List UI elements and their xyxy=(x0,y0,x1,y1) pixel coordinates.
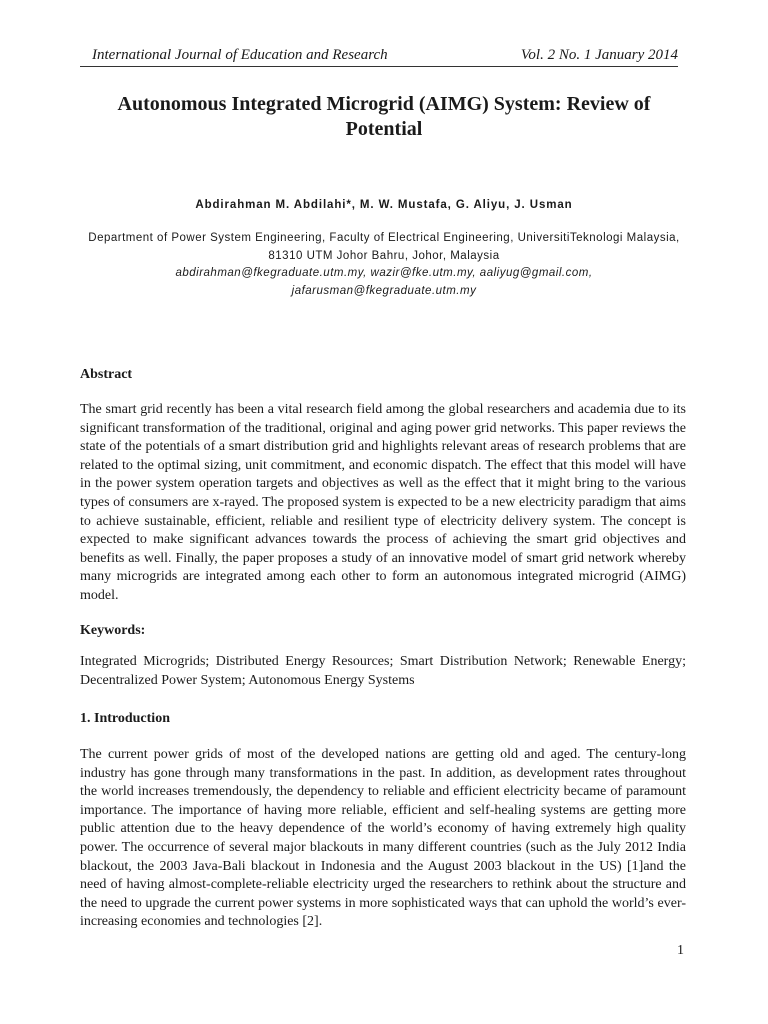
paper-title: Autonomous Integrated Microgrid (AIMG) System: Review of Potential xyxy=(117,93,651,140)
affiliation-emails: abdirahman@fkegraduate.utm.my, wazir@fke.utm.my, aaliyug@gmail.com, xyxy=(175,267,593,279)
introduction-heading: 1. Introduction xyxy=(80,711,170,726)
running-header xyxy=(80,44,678,67)
journal-name: International Journal of Education and Research xyxy=(92,47,388,63)
author-list: Abdirahman M. Abdilahi*, M. W. Mustafa, G. Aliyu, J. Usman xyxy=(195,199,573,211)
abstract-heading: Abstract xyxy=(80,367,133,382)
affiliation-block xyxy=(80,230,688,300)
introduction-text: The current power grids of most of the developed nations are getting old and aged. The century-long industry has gone through many transformations in the past. In addition, as development rates throughout the world increases tremendously, the dependency to reliable and efficient electricity became of paramount importance. The importance of having more reliable, efficient and self-healing systems are getting more public attention due to the heavy dependence of the world’s economy of having extremely high quality power. The occurrence of several major blackouts in many different countries (such as the July 2012 India blackout, the 2003 Java-Bali blackout in Indonesia and the August 2003 blackout in the US) [1]and the need of having almost-complete-reliable electricity urged the researchers to rethink about the structure and the need to upgrade the current power systems in more sophisticated ways that can uphold the world’s ever-increasing economies and technologies [2]. xyxy=(80,747,686,930)
page-number: 1 xyxy=(677,943,684,958)
keywords-text: Integrated Microgrids; Distributed Energy Resources; Smart Distribution Network; Renewable Energy; Decentralized Power System; Autonomous Energy Systems xyxy=(80,654,686,688)
keywords-heading: Keywords: xyxy=(80,623,146,638)
affiliation-address: 81310 UTM Johor Bahru, Johor, Malaysia xyxy=(268,249,500,262)
affiliation-department: Department of Power System Engineering, Faculty of Electrical Engineering, UniversitiTeknologi Malaysia, xyxy=(88,232,680,244)
abstract-text: The smart grid recently has been a vital research field among the global researchers and academia due to its significant transformation of the traditional, original and aging power grid networks. This paper reviews the state of the potentials of a smart distribution grid and highlights relevant areas of research problems that are related to the optimal sizing, unit commitment, and economic dispatch. The effect that this model will have in the power system operation targets and objectives as well as the effect that it might bring to the various types of consumers are x-rayed. The proposed system is expected to be a new electricity paradigm that aims to achieve sustainable, efficient, reliable and resilient type of electricity delivery system. The concept is expected to make significant advances towards the process of achieving the smart grid objectives and benefits as well. Finally, the paper proposes a study of an innovative model of smart grid network whereby many microgrids are integrated among each other to form an autonomous integrated microgrid (AIMG) model. xyxy=(80,402,686,603)
affiliation-emails-cont: jafarusman@fkegraduate.utm.my xyxy=(291,284,477,297)
issue-info: Vol. 2 No. 1 January 2014 xyxy=(520,47,678,63)
